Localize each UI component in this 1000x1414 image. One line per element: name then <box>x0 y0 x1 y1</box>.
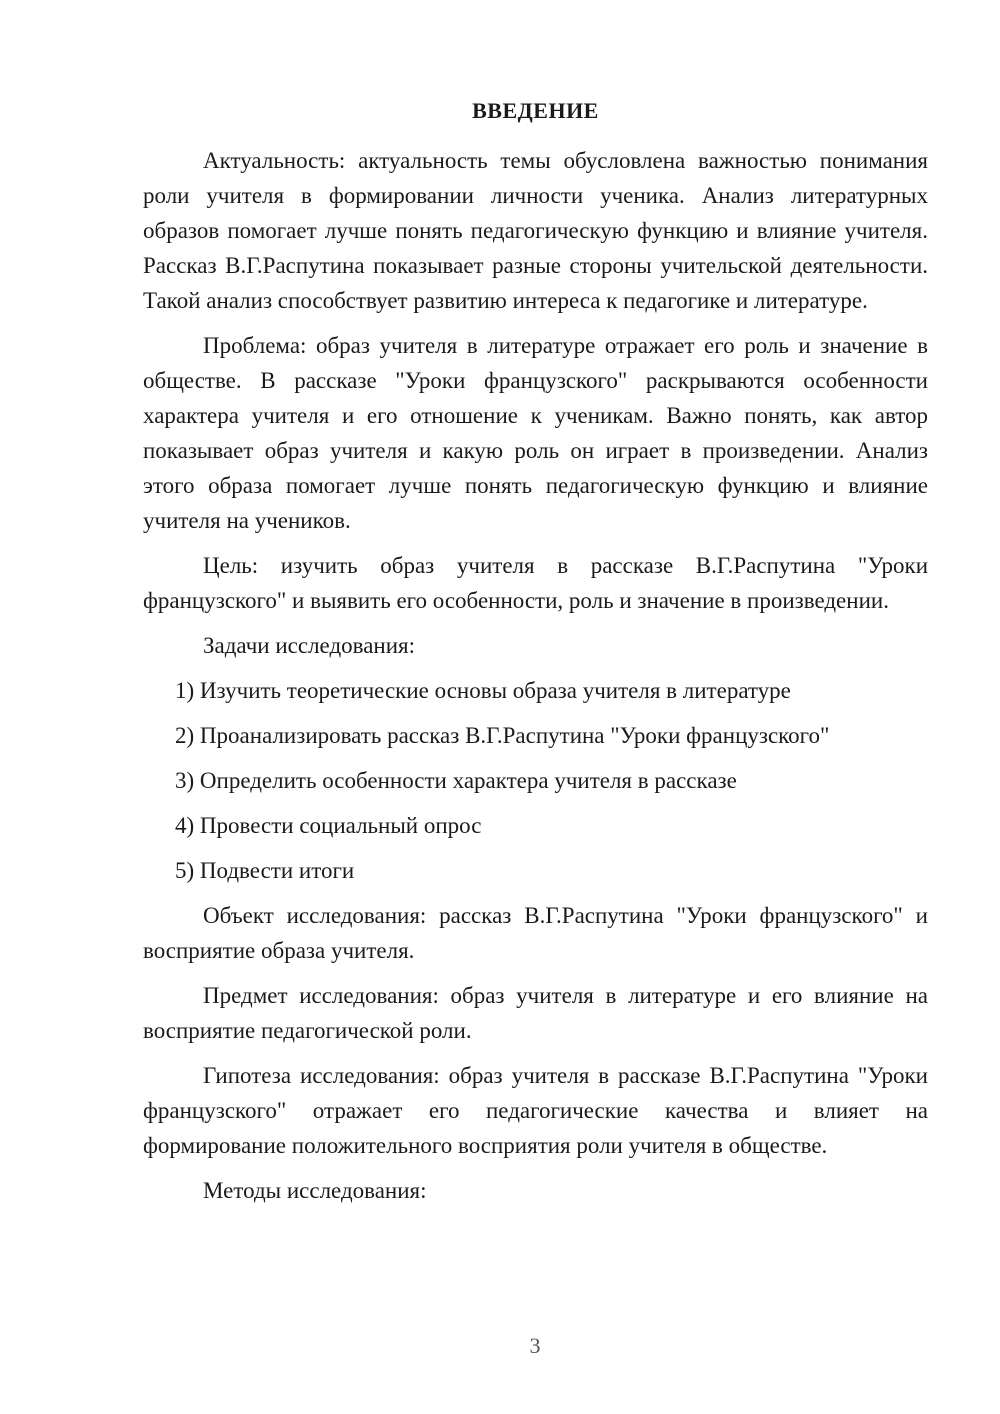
hypothesis-paragraph: Гипотеза исследования: образ учителя в рассказе В.Г.Распутина "Уроки французского" отражает его педагогические качества и влияет на формирование положительного восприятия роли учителя в обществе. <box>143 1063 928 1158</box>
problem-paragraph: Проблема: образ учителя в литературе отражает его роль и значение в обществе. В рассказе "Уроки французского" раскрываются особенности характера учителя и его отношение к ученикам. Важно понять, как автор показывает образ учителя и какую роль он играет в произведении. Анализ этого образа помогает лучше понять педагогическую функцию и влияние учителя на учеников. <box>143 333 928 533</box>
tasks-list <box>143 673 928 888</box>
task-item: 1) Изучить теоретические основы образа учителя в литературе <box>175 678 791 703</box>
task-item: 4) Провести социальный опрос <box>175 813 482 838</box>
relevance-paragraph: Актуальность: актуальность темы обусловлена важностью понимания роли учителя в формировании личности ученика. Анализ литературных образов помогает лучше понять педагогическую функцию и влияние учителя. Рассказ В.Г.Распутина показывает разные стороны учительской деятельности. Такой анализ способствует развитию интереса к педагогике и литературе. <box>143 148 928 313</box>
task-item: 2) Проанализировать рассказ В.Г.Распутина "Уроки французского" <box>175 723 830 748</box>
methods-heading: Методы исследования: <box>203 1178 427 1203</box>
page-title: ВВЕДЕНИЕ <box>472 98 599 123</box>
tasks-heading: Задачи исследования: <box>203 633 416 658</box>
subject-paragraph: Предмет исследования: образ учителя в литературе и его влияние на восприятие педагогической роли. <box>143 983 928 1043</box>
object-paragraph: Объект исследования: рассказ В.Г.Распутина "Уроки французского" и восприятие образа учителя. <box>143 903 928 963</box>
page-number: 3 <box>529 1333 541 1358</box>
task-item: 3) Определить особенности характера учителя в рассказе <box>175 768 737 793</box>
goal-paragraph: Цель: изучить образ учителя в рассказе В.Г.Распутина "Уроки французского" и выявить его особенности, роль и значение в произведении. <box>143 553 928 613</box>
page-content <box>143 93 928 1218</box>
task-item: 5) Подвести итоги <box>175 858 355 883</box>
